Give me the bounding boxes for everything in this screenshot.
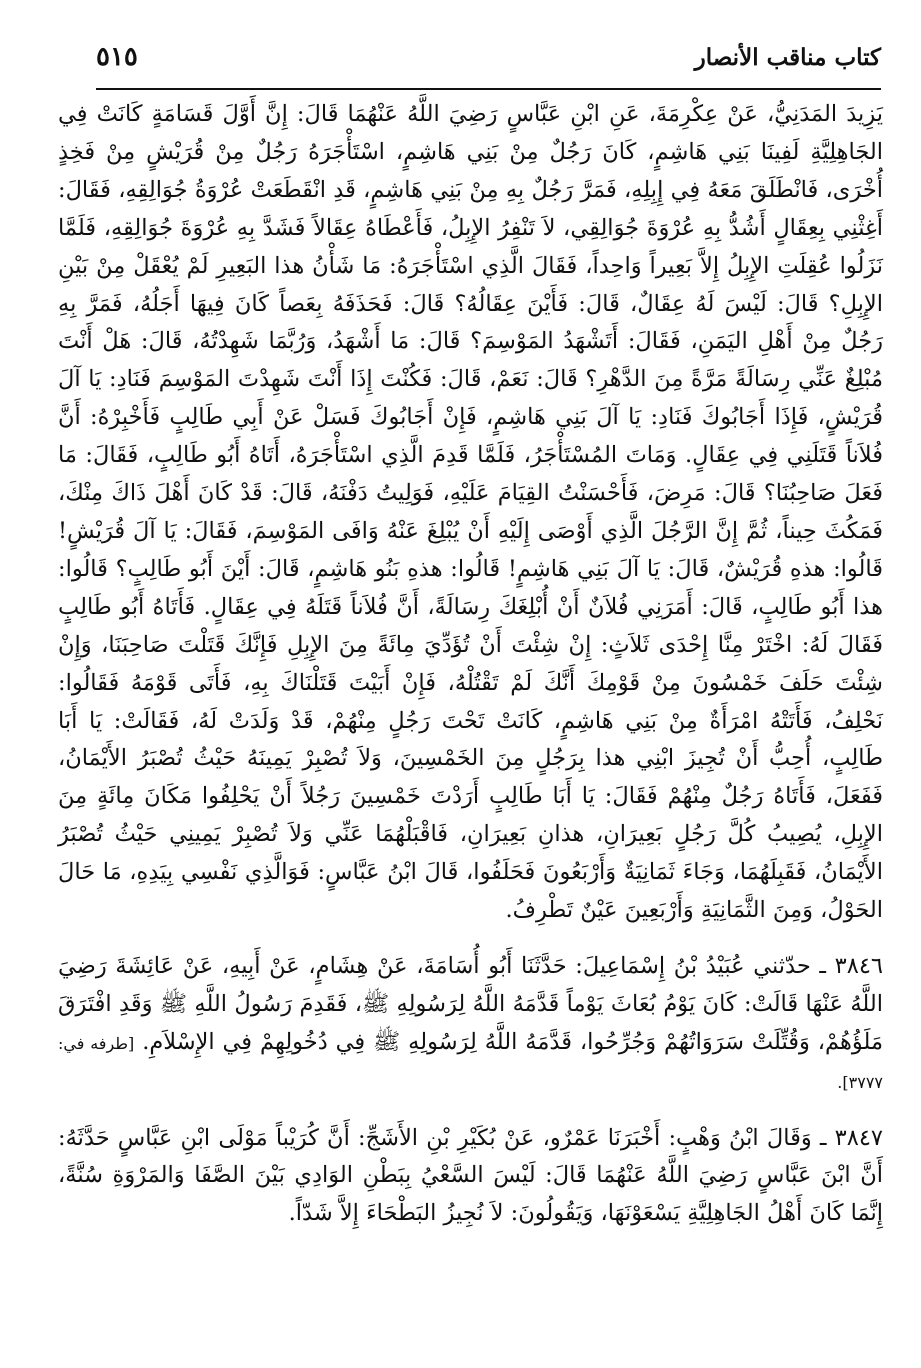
paragraph-text: ٣٨٤٧ ـ وَقَالَ ابْنُ وَهْبٍ: أَخْبَرَنَا عَمْرٌو، عَنْ بُكَيْرِ بْنِ الأَشَجِّ: أَنَّ كُرَيْباً مَوْلَى ابْنِ عَبَّاسٍ حَدَّثَهُ: أَنَّ ابْنَ عَبَّاسٍ رَضِيَ اللَّهُ عَنْهُمَا قَالَ: لَيْسَ السَّعْيُ بِبَطْنِ الوَادِي بَيْنَ الصَّفَا وَالمَرْوَةِ سُنَّةً، إِنَّمَا كَانَ أَهْلُ الجَاهِلِيَّةِ يَسْعَوْنَهَا، وَيَقُولُونَ: لاَ نُجِيزُ البَطْحَاءَ إِلاَّ شَدّاً.: [58, 1124, 883, 1227]
hadith-paragraph: [58, 96, 883, 930]
cross-reference: [طرفه في: ٣٧٧٧].: [58, 1033, 883, 1092]
book-title: كتاب مناقب الأنصار: [694, 44, 881, 71]
page-header: [96, 42, 881, 90]
page-body: [58, 96, 883, 1233]
paragraph-text: ٣٨٤٦ ـ حدّثني عُبَيْدُ بْنُ إِسْمَاعِيلَ: حَدَّثَنَا أَبُو أُسَامَةَ، عَنْ هِشَامٍ، عَنْ أَبِيهِ، عَنْ عَائِشَةَ رَضِيَ اللَّهُ عَنْهَا قَالَتْ: كَانَ يَوْمُ بُعَاثَ يَوْماً قَدَّمَهُ اللَّهُ لِرَسُولِهِ ﷺ، فَقَدِمَ رَسُولُ اللَّهِ ﷺ وَقَدِ افْتَرَقَ مَلَؤُهُمْ، وَقُتِّلَتْ سَرَوَاتُهُمْ وَجُرِّحُوا، قَدَّمَهُ اللَّهُ لِرَسُولِهِ ﷺ فِي دُخُولِهِمْ فِي الإِسْلاَمِ.: [58, 952, 884, 1055]
hadith-paragraph: [58, 948, 883, 1102]
page-number: ٥١٥: [96, 42, 138, 72]
hadith-paragraph: [58, 1120, 883, 1234]
paragraph-text: يَزِيدَ المَدَنِيُّ، عَنْ عِكْرِمَةَ، عَنِ ابْنِ عَبَّاسٍ رَضِيَ اللَّهُ عَنْهُمَا قَالَ: إِنَّ أَوَّلَ قَسَامَةٍ كَانَتْ فِي الجَاهِلِيَّةِ لَفِينَا بَنِي هَاشِمٍ، كَانَ رَجُلٌ مِنْ بَنِي هَاشِمٍ، اسْتَأْجَرَهُ رَجُلٌ مِنْ قُرَيْشٍ مِنْ فَخِذٍ أُخْرَى، فَانْطَلَقَ مَعَهُ فِي إِبِلِهِ، فَمَرَّ رَجُلٌ بِهِ مِنْ بَنِي هَاشِمٍ، قَدِ انْقَطَعَتْ عُرْوَةُ جُوَالِقِهِ، فَقَالَ: أَغِثْنِي بِعِقَالٍ أَشُدُّ بِهِ عُرْوَةَ جُوَالِقِي، لاَ تَنْفِرُ الإِبِلُ، فَأَعْطَاهُ عِقَالاً فَشَدَّ بِهِ عُرْوَةَ جُوَالِقِهِ، فَلَمَّا نَزَلُوا عُقِلَتِ الإِبِلُ إِلاَّ بَعِيراً وَاحِداً، فَقَالَ الَّذِي اسْتَأْجَرَهُ: مَا شَأْنُ هذا البَعِيرِ لَمْ يُعْقَلْ مِنْ بَيْنِ الإِبِلِ؟ قَالَ: لَيْسَ لَهُ عِقَالٌ، قَالَ: فَأَيْنَ عِقَالُهُ؟ قَالَ: فَحَذَفَهُ بِعَصاً كَانَ فِيهَا أَجَلُهُ، فَمَرَّ بِهِ رَجُلٌ مِنْ أَهْلِ اليَمَنِ، فَقَالَ: أَتَشْهَدُ المَوْسِمَ؟ قَالَ: مَا أَشْهَدُ، وَرُبَّمَا شَهِدْتُهُ، قَالَ: هَلْ أَنْتَ مُبْلِغٌ عَنِّي رِسَالَةً مَرَّةً مِنَ الدَّهْرِ؟ قَالَ: نَعَمْ، قَالَ: فَكُنْتَ إِذَا أَنْتَ شَهِدْتَ المَوْسِمَ فَنَادِ: يَا آلَ قُرَيْشٍ، فَإِذَا أَجَابُوكَ فَنَادِ: يَا آلَ بَنِي هَاشِمٍ، فَإِنْ أَجَابُوكَ فَسَلْ عَنْ أَبِي طَالِبٍ فَأَخْبِرْهُ: أَنَّ فُلاَناً قَتَلَنِي فِي عِقَالٍ. وَمَاتَ المُسْتَأْجَرُ، فَلَمَّا قَدِمَ الَّذِي اسْتَأْجَرَهُ، أَتَاهُ أَبُو طَالِبٍ، فَقَالَ: مَا فَعَلَ صَاحِبُنَا؟ قَالَ: مَرِضَ، فَأَحْسَنْتُ القِيَامَ عَلَيْهِ، فَوَلِيتُ دَفْنَهُ، قَالَ: قَدْ كَانَ أَهْلَ ذَاكَ مِنْكَ، فَمَكُثَ حِيناً، ثُمَّ إِنَّ الرَّجُلَ الَّذِي أَوْصَى إِلَيْهِ أَنْ يُبْلِغَ عَنْهُ وَافَى المَوْسِمَ، فَقَالَ: يَا آلَ قُرَيْشٍ! قَالُوا: هذهِ قُرَيْشٌ، قَالَ: يَا آلَ بَنِي هَاشِمٍ! قَالُوا: هذهِ بَنُو هَاشِمٍ، قَالَ: أَيْنَ أَبُو طَالِبٍ؟ قَالُوا: هذا أَبُو طَالِبٍ، قَالَ: أَمَرَنِي فُلاَنٌ أَنْ أُبْلِغَكَ رِسَالَةً، أَنَّ فُلاَناً قَتَلَهُ فِي عِقَالٍ. فَأَتَاهُ أَبُو طَالِبٍ فَقَالَ لَهُ: اخْتَرْ مِنَّا إِحْدَى ثَلاَثٍ: إِنْ شِئْتَ أَنْ تُؤَدِّيَ مِائَةً مِنَ الإِبِلِ فَإِنَّكَ قَتَلْتَ صَاحِبَنَا، وَإِنْ شِئْتَ حَلَفَ خَمْسُونَ مِنْ قَوْمِكَ أَنَّكَ لَمْ تَقْتُلْهُ، فَإِنْ أَبَيْتَ قَتَلْنَاكَ بِهِ، فَأَتَى قَوْمَهُ فَقَالُوا: نَحْلِفُ، فَأَتَتْهُ امْرَأَةٌ مِنْ بَنِي هَاشِمٍ، كَانَتْ تَحْتَ رَجُلٍ مِنْهُمْ، قَدْ وَلَدَتْ لَهُ، فَقَالَتْ: يَا أَبَا طَالِبٍ، أُحِبُّ أَنْ تُجِيزَ ابْنِي هذا بِرَجُلٍ مِنَ الخَمْسِينَ، وَلاَ تُصْبِرْ يَمِينَهُ حَيْثُ تُصْبَرُ الأَيْمَانُ، فَفَعَلَ، فَأَتَاهُ رَجُلٌ مِنْهُمْ فَقَالَ: يَا أَبَا طَالِبٍ أَرَدْتَ خَمْسِينَ رَجُلاً أَنْ يَحْلِفُوا مَكَانَ مِائَةٍ مِنَ الإِبِلِ، يُصِيبُ كُلَّ رَجُلٍ بَعِيرَانِ، هذانِ بَعِيرَانِ، فَاقْبَلْهُمَا عَنِّي وَلاَ تُصْبِرْ يَمِينِي حَيْثُ تُصْبَرُ الأَيْمَانُ، فَقَبِلَهُمَا، وَجَاءَ ثَمَانِيَةٌ وَأَرْبَعُونَ فَحَلَفُوا، قَالَ ابْنُ عَبَّاسٍ: فَوَالَّذِي نَفْسِي بِيَدِهِ، مَا حَالَ الحَوْلُ، وَمِنَ الثَّمَانِيَةِ وَأَرْبَعِينَ عَيْنٌ تَطْرِفُ.: [58, 101, 883, 924]
